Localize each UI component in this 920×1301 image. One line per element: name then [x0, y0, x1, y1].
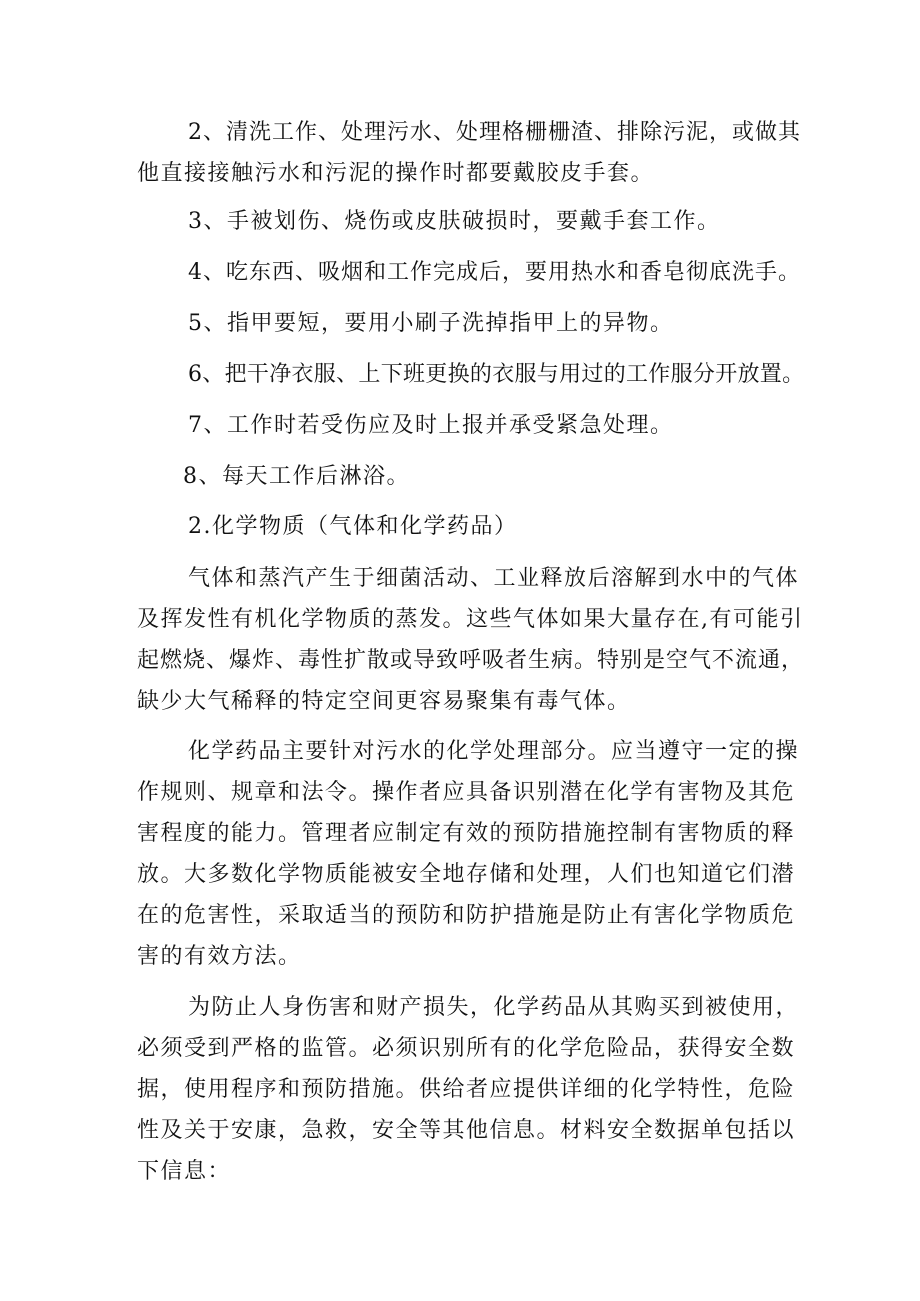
paragraph-3-line-5: 下信息： [137, 1159, 232, 1184]
list-item-5: 5、指甲要短，要用小刷子洗掉指甲上的异物。 [188, 311, 674, 336]
list-item-8: 8、每天工作后淋浴。 [183, 464, 410, 489]
list-item-7: 7、工作时若受伤应及时上报并承受紧急处理。 [188, 413, 674, 438]
section-heading: 2.化学物质（气体和化学药品） [188, 514, 518, 539]
list-item-2-line-2: 他直接接触污水和污泥的操作时都要戴胶皮手套。 [137, 161, 655, 186]
paragraph-1-line-3: 起燃烧、爆炸、毒性扩散或导致呼吸者生病。特别是空气不流通， [137, 648, 805, 673]
list-item-2-line-1: 2、清洗工作、处理污水、处理格栅栅渣、排除污泥，或做其 [188, 120, 801, 145]
list-item-4: 4、吃东西、吸烟和工作完成后，要用热水和香皂彻底洗手。 [188, 260, 801, 285]
list-item-6: 6、把干净衣服、上下班更换的衣服与用过的工作服分开放置。 [188, 362, 805, 387]
paragraph-3-line-4: 性及关于安康，急救，安全等其他信息。材料安全数据单包括以 [137, 1118, 796, 1143]
list-item-3: 3、手被划伤、烧伤或皮肤破损时，要戴手套工作。 [188, 209, 721, 234]
paragraph-2-line-4: 放。大多数化学物质能被安全地存储和处理，人们也知道它们潜 [137, 862, 796, 887]
paragraph-1-line-2: 及挥发性有机化学物质的蒸发。这些气体如果大量存在,有可能引 [137, 607, 804, 632]
paragraph-3-line-2: 必须受到严格的监管。必须识别所有的化学危险品，获得安全数 [137, 1036, 796, 1061]
paragraph-3-line-1: 为防止人身伤害和财产损失，化学药品从其购买到被使用， [188, 995, 800, 1020]
paragraph-2-line-2: 作规则、规章和法令。操作者应具备识别潜在化学有害物及其危 [137, 780, 796, 805]
paragraph-2-line-1: 化学药品主要针对污水的化学处理部分。应当遵守一定的操 [188, 739, 800, 764]
paragraph-2-line-3: 害程度的能力。管理者应制定有效的预防措施控制有害物质的释 [137, 821, 796, 846]
paragraph-1-line-1: 气体和蒸汽产生于细菌活动、工业释放后溶解到水中的气体 [188, 566, 800, 591]
paragraph-2-line-6: 害的有效方法。 [137, 944, 302, 969]
paragraph-1-line-4: 缺少大气稀释的特定空间更容易聚集有毒气体。 [137, 689, 631, 714]
paragraph-2-line-5: 在的危害性，采取适当的预防和防护措施是防止有害化学物质危 [137, 903, 796, 928]
paragraph-3-line-3: 据，使用程序和预防措施。供给者应提供详细的化学特性，危险 [137, 1077, 796, 1102]
